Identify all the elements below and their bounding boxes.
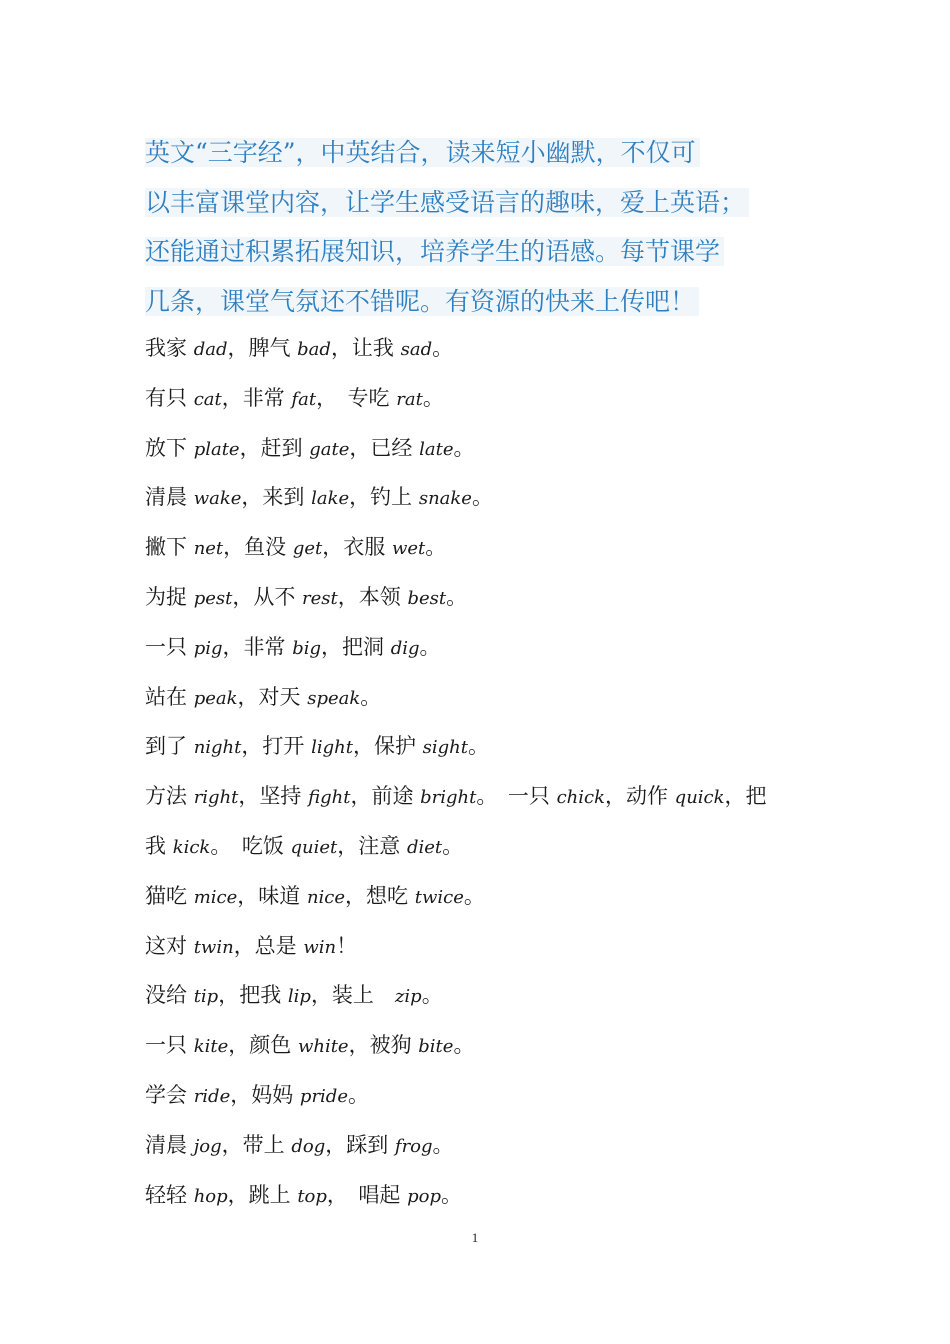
english-word: sight	[422, 737, 468, 759]
english-word: wake	[193, 488, 242, 510]
verse-line	[145, 1171, 825, 1221]
chinese-text: ，踩到	[325, 1132, 395, 1157]
verse-list	[145, 324, 825, 1220]
chinese-text: 为捉	[145, 584, 194, 609]
chinese-text: 有只	[145, 385, 194, 410]
english-word: nice	[306, 886, 346, 908]
chinese-text: ，非常	[222, 634, 293, 659]
verse-line	[145, 922, 825, 972]
intro-line-text: 还能通过积累拓展知识，培养学生的语感。每节课学	[145, 237, 724, 266]
english-word: cat	[193, 388, 222, 410]
chinese-text: ，把我	[218, 983, 288, 1008]
verse-line	[145, 473, 825, 523]
chinese-text: 。	[347, 1082, 369, 1107]
chinese-text: ，妈妈	[230, 1082, 300, 1107]
english-word: pop	[407, 1185, 441, 1207]
chinese-text: 一只	[145, 634, 194, 659]
chinese-text: 放下	[145, 435, 194, 460]
verse-line	[145, 673, 825, 723]
chinese-text: 。	[442, 833, 464, 858]
chinese-text: 。	[463, 883, 485, 908]
english-word: win	[303, 936, 337, 958]
chinese-text: ，赶到	[239, 435, 310, 460]
chinese-text: ，把	[724, 784, 767, 809]
english-word: dad	[193, 339, 228, 360]
chinese-text: ，带上	[221, 1132, 292, 1157]
chinese-text: ，打开	[241, 734, 312, 759]
english-word: quiet	[290, 836, 338, 858]
verse-line	[145, 1021, 825, 1071]
intro-line	[145, 178, 845, 228]
english-word: tip	[193, 986, 219, 1008]
chinese-text: ，非常	[221, 385, 292, 410]
english-word: best	[407, 587, 447, 609]
chinese-text: 方法	[145, 784, 194, 809]
chinese-text: ，总是	[233, 933, 304, 958]
english-word: twin	[193, 936, 234, 958]
verse-line	[145, 324, 825, 374]
english-word: hop	[193, 1185, 228, 1207]
english-word: kite	[193, 1036, 229, 1058]
chinese-text: 。	[467, 734, 489, 759]
english-word: rest	[302, 587, 338, 609]
verse-line	[145, 623, 825, 673]
english-word: rat	[396, 388, 423, 410]
chinese-text: 轻轻	[145, 1182, 194, 1207]
chinese-text: 我	[145, 833, 173, 858]
chinese-text: ，钓上	[349, 485, 419, 510]
chinese-text: ，被狗	[348, 1033, 419, 1058]
english-word: ride	[193, 1085, 231, 1107]
chinese-text: 。	[422, 385, 444, 410]
chinese-text: ，来到	[241, 485, 312, 510]
chinese-text: ！	[336, 933, 358, 958]
chinese-text: ，已经	[349, 435, 420, 460]
english-word: speak	[307, 687, 361, 709]
chinese-text: ，味道	[237, 883, 307, 908]
chinese-text: ，保护	[352, 734, 423, 759]
chinese-text: ，注意	[337, 833, 407, 858]
english-word: pig	[193, 637, 223, 659]
english-word: white	[297, 1036, 349, 1058]
verse-line	[145, 374, 825, 424]
chinese-text: 一只	[145, 1033, 194, 1058]
chinese-text: ，坚持	[238, 784, 309, 809]
english-word: peak	[193, 687, 238, 709]
chinese-text: 。 吃饭	[210, 833, 291, 858]
english-word: pest	[193, 587, 233, 609]
intro-line-text: 几条，课堂气氛还不错呢。有资源的快来上传吧！	[145, 287, 699, 316]
page-number: 1	[471, 1230, 479, 1245]
verse-line	[145, 573, 825, 623]
verse-line	[145, 1121, 825, 1171]
english-word: lake	[311, 488, 350, 510]
english-word: fight	[308, 787, 351, 809]
intro-line	[145, 227, 845, 277]
english-word: late	[419, 438, 454, 460]
english-word: fat	[291, 388, 317, 410]
chinese-text: ，衣服	[322, 535, 392, 560]
chinese-text: ，从不	[232, 584, 303, 609]
intro-line-text: 以丰富课堂内容，让学生感受语言的趣味，爱上英语；	[145, 188, 749, 217]
intro-line	[145, 128, 845, 178]
english-word: jog	[193, 1135, 222, 1157]
verse-line	[145, 722, 825, 772]
english-word: big	[292, 637, 321, 659]
english-word: bad	[297, 339, 331, 360]
chinese-text: 。	[432, 336, 454, 360]
english-word: night	[193, 737, 242, 759]
chinese-text: 。	[453, 1033, 475, 1058]
chinese-text: 。	[421, 983, 443, 1008]
chinese-text: 学会	[145, 1082, 194, 1107]
chinese-text: 。	[441, 1182, 462, 1207]
chinese-text: 。	[360, 684, 382, 709]
english-word: right	[193, 787, 239, 809]
verse-line	[145, 872, 825, 922]
english-word: plate	[193, 438, 240, 460]
english-word: gate	[309, 438, 350, 460]
intro-paragraph	[145, 128, 845, 326]
verse-line	[145, 424, 825, 474]
chinese-text: ，颜色	[228, 1033, 298, 1058]
chinese-text: ， 专吃	[316, 385, 397, 410]
english-word: kick	[172, 836, 211, 858]
intro-line	[145, 277, 845, 327]
chinese-text: 。	[453, 435, 475, 460]
english-word: bite	[418, 1036, 454, 1058]
chinese-text: 没给	[145, 983, 194, 1008]
english-word: net	[193, 538, 224, 560]
chinese-text: ，前途	[350, 784, 421, 809]
chinese-text: 清晨	[145, 1132, 194, 1157]
english-word: bright	[420, 787, 477, 809]
chinese-text: 。 一只	[476, 784, 557, 809]
chinese-text: 猫吃	[145, 883, 194, 908]
verse-line	[145, 971, 825, 1021]
chinese-text: 清晨	[145, 485, 194, 510]
chinese-text: 。	[446, 584, 468, 609]
english-word: pride	[299, 1085, 348, 1107]
chinese-text: ，让我	[330, 336, 401, 360]
verse-line	[145, 772, 825, 822]
chinese-text: ，动作	[604, 784, 675, 809]
intro-line-text: 英文“三字经”，中英结合，读来短小幽默，不仅可	[145, 138, 700, 167]
chinese-text: 撇下	[145, 535, 194, 560]
english-word: light	[311, 737, 353, 759]
english-word: wet	[391, 538, 426, 560]
english-word: twice	[414, 886, 464, 908]
english-word: get	[292, 538, 323, 560]
english-word: sad	[400, 339, 433, 360]
english-word: frog	[394, 1135, 433, 1157]
chinese-text: 我家	[145, 336, 194, 360]
chinese-text: 到了	[145, 734, 194, 759]
chinese-text: 。	[425, 535, 447, 560]
chinese-text: 。	[432, 1132, 454, 1157]
chinese-text: 。	[471, 485, 493, 510]
chinese-text: 这对	[145, 933, 194, 958]
chinese-text: ，对天	[237, 684, 308, 709]
verse-line	[145, 1071, 825, 1121]
chinese-text: ，鱼没	[223, 535, 293, 560]
chinese-text: ，把洞	[321, 634, 391, 659]
chinese-text: ，装上	[310, 983, 395, 1008]
english-word: diet	[406, 836, 443, 858]
chinese-text: ，本领	[337, 584, 408, 609]
english-word: chick	[556, 787, 605, 809]
english-word: quick	[674, 787, 725, 809]
chinese-text: ，想吃	[345, 883, 415, 908]
english-word: zip	[394, 986, 422, 1008]
english-word: dig	[390, 637, 420, 659]
english-word: snake	[418, 488, 472, 510]
chinese-text: 。	[419, 634, 441, 659]
english-word: lip	[287, 986, 311, 1008]
chinese-text: ，跳上	[227, 1182, 298, 1207]
chinese-text: 站在	[145, 684, 194, 709]
verse-line	[145, 523, 825, 573]
english-word: mice	[193, 886, 238, 908]
chinese-text: ，脾气	[227, 336, 298, 360]
english-word: top	[297, 1185, 327, 1207]
verse-line	[145, 822, 825, 872]
chinese-text: ， 唱起	[326, 1182, 408, 1207]
english-word: dog	[291, 1135, 326, 1157]
